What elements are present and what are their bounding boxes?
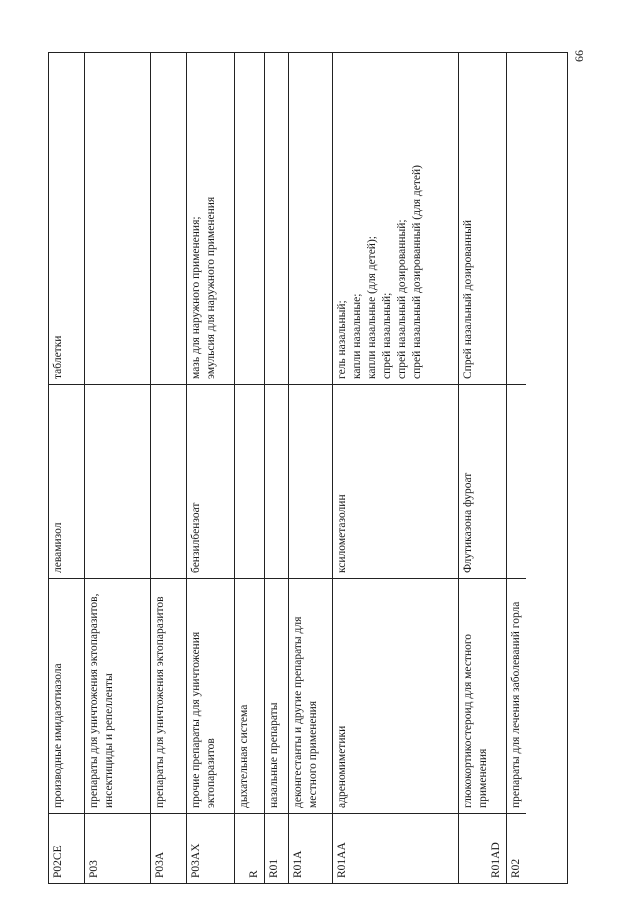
dosage-form-cell (187, 53, 234, 384)
dosage-form-line: таблетки (52, 335, 64, 379)
atc-code-cell (235, 813, 264, 883)
group-cell: прочие препараты для уничтожения эктопаразитов (187, 578, 234, 813)
table-row (187, 53, 235, 883)
table-row (507, 53, 526, 883)
dosage-form-cell (507, 53, 526, 384)
atc-code-cell: R01A (289, 813, 332, 883)
dosage-form-cell (459, 53, 506, 384)
atc-code-cell: P03AX (187, 813, 234, 883)
dosage-form-cell (289, 53, 332, 384)
drug-name-cell: левамизол (49, 384, 84, 578)
group-cell: адреномиметики (333, 578, 458, 813)
dosage-form-line: спрей назальный; (381, 292, 393, 379)
drug-table-wrapper (48, 52, 568, 884)
atc-code-cell: R01AA (333, 813, 458, 883)
table-row (333, 53, 459, 883)
dosage-form-line: гель назальный; (336, 300, 348, 379)
drug-name-cell (265, 384, 288, 578)
group-cell: препараты для уничтожения эктопаразитов, инсектициды и репелленты (85, 578, 150, 813)
atc-code-cell: P03 (85, 813, 150, 883)
atc-code-text: R01AD (490, 842, 502, 878)
dosage-form-line: Спрей назальный дозированный (462, 220, 474, 379)
group-cell: деконгестанты и другие препараты для местного применения (289, 578, 332, 813)
dosage-form-cell (235, 53, 264, 384)
drug-name-cell: ксилометазолин (333, 384, 458, 578)
dosage-form-line: спрей назальный дозированный; (396, 219, 408, 379)
page-number: 66 (572, 50, 586, 62)
table-row (49, 53, 85, 883)
drug-name-cell: бензилбензоат (187, 384, 234, 578)
drug-classification-table (48, 52, 568, 884)
table-row (265, 53, 289, 883)
group-cell: препараты для лечения заболеваний горла (507, 578, 526, 813)
drug-name-cell (289, 384, 332, 578)
group-cell: производные имидазотиазола (49, 578, 84, 813)
drug-name-cell: Флутиказона фуроат (459, 384, 506, 578)
group-cell: препараты для уничтожения эктопаразитов (151, 578, 186, 813)
dosage-form-line: капли назальные (для детей); (366, 236, 378, 379)
group-cell: дыхательная система (235, 578, 264, 813)
dosage-form-cell (333, 53, 458, 384)
dosage-form-cell (265, 53, 288, 384)
group-cell: назальные препараты (265, 578, 288, 813)
table-row (151, 53, 187, 883)
dosage-form-cell (85, 53, 150, 384)
dosage-form-cell (49, 53, 84, 384)
atc-code-cell (459, 813, 506, 883)
dosage-form-line: капли назальные; (351, 293, 363, 379)
dosage-form-line: эмульсия для наружного применения (205, 196, 217, 379)
drug-name-cell (151, 384, 186, 578)
dosage-form-cell (151, 53, 186, 384)
atc-code-cell: R02 (507, 813, 526, 883)
atc-code-text: R (248, 870, 260, 878)
dosage-form-line: мазь для наружного применения; (190, 216, 202, 379)
drug-name-cell (507, 384, 526, 578)
table-row (459, 53, 507, 883)
table-row (289, 53, 333, 883)
table-row (235, 53, 265, 883)
dosage-form-line: спрей назальный дозированный (для детей) (411, 165, 423, 379)
group-cell: глюкокортикостероид для местного применения (459, 578, 506, 813)
table-row (85, 53, 151, 883)
atc-code-cell: R01 (265, 813, 288, 883)
atc-code-cell: P03A (151, 813, 186, 883)
drug-name-cell (85, 384, 150, 578)
drug-name-cell (235, 384, 264, 578)
atc-code-cell: P02CE (49, 813, 84, 883)
